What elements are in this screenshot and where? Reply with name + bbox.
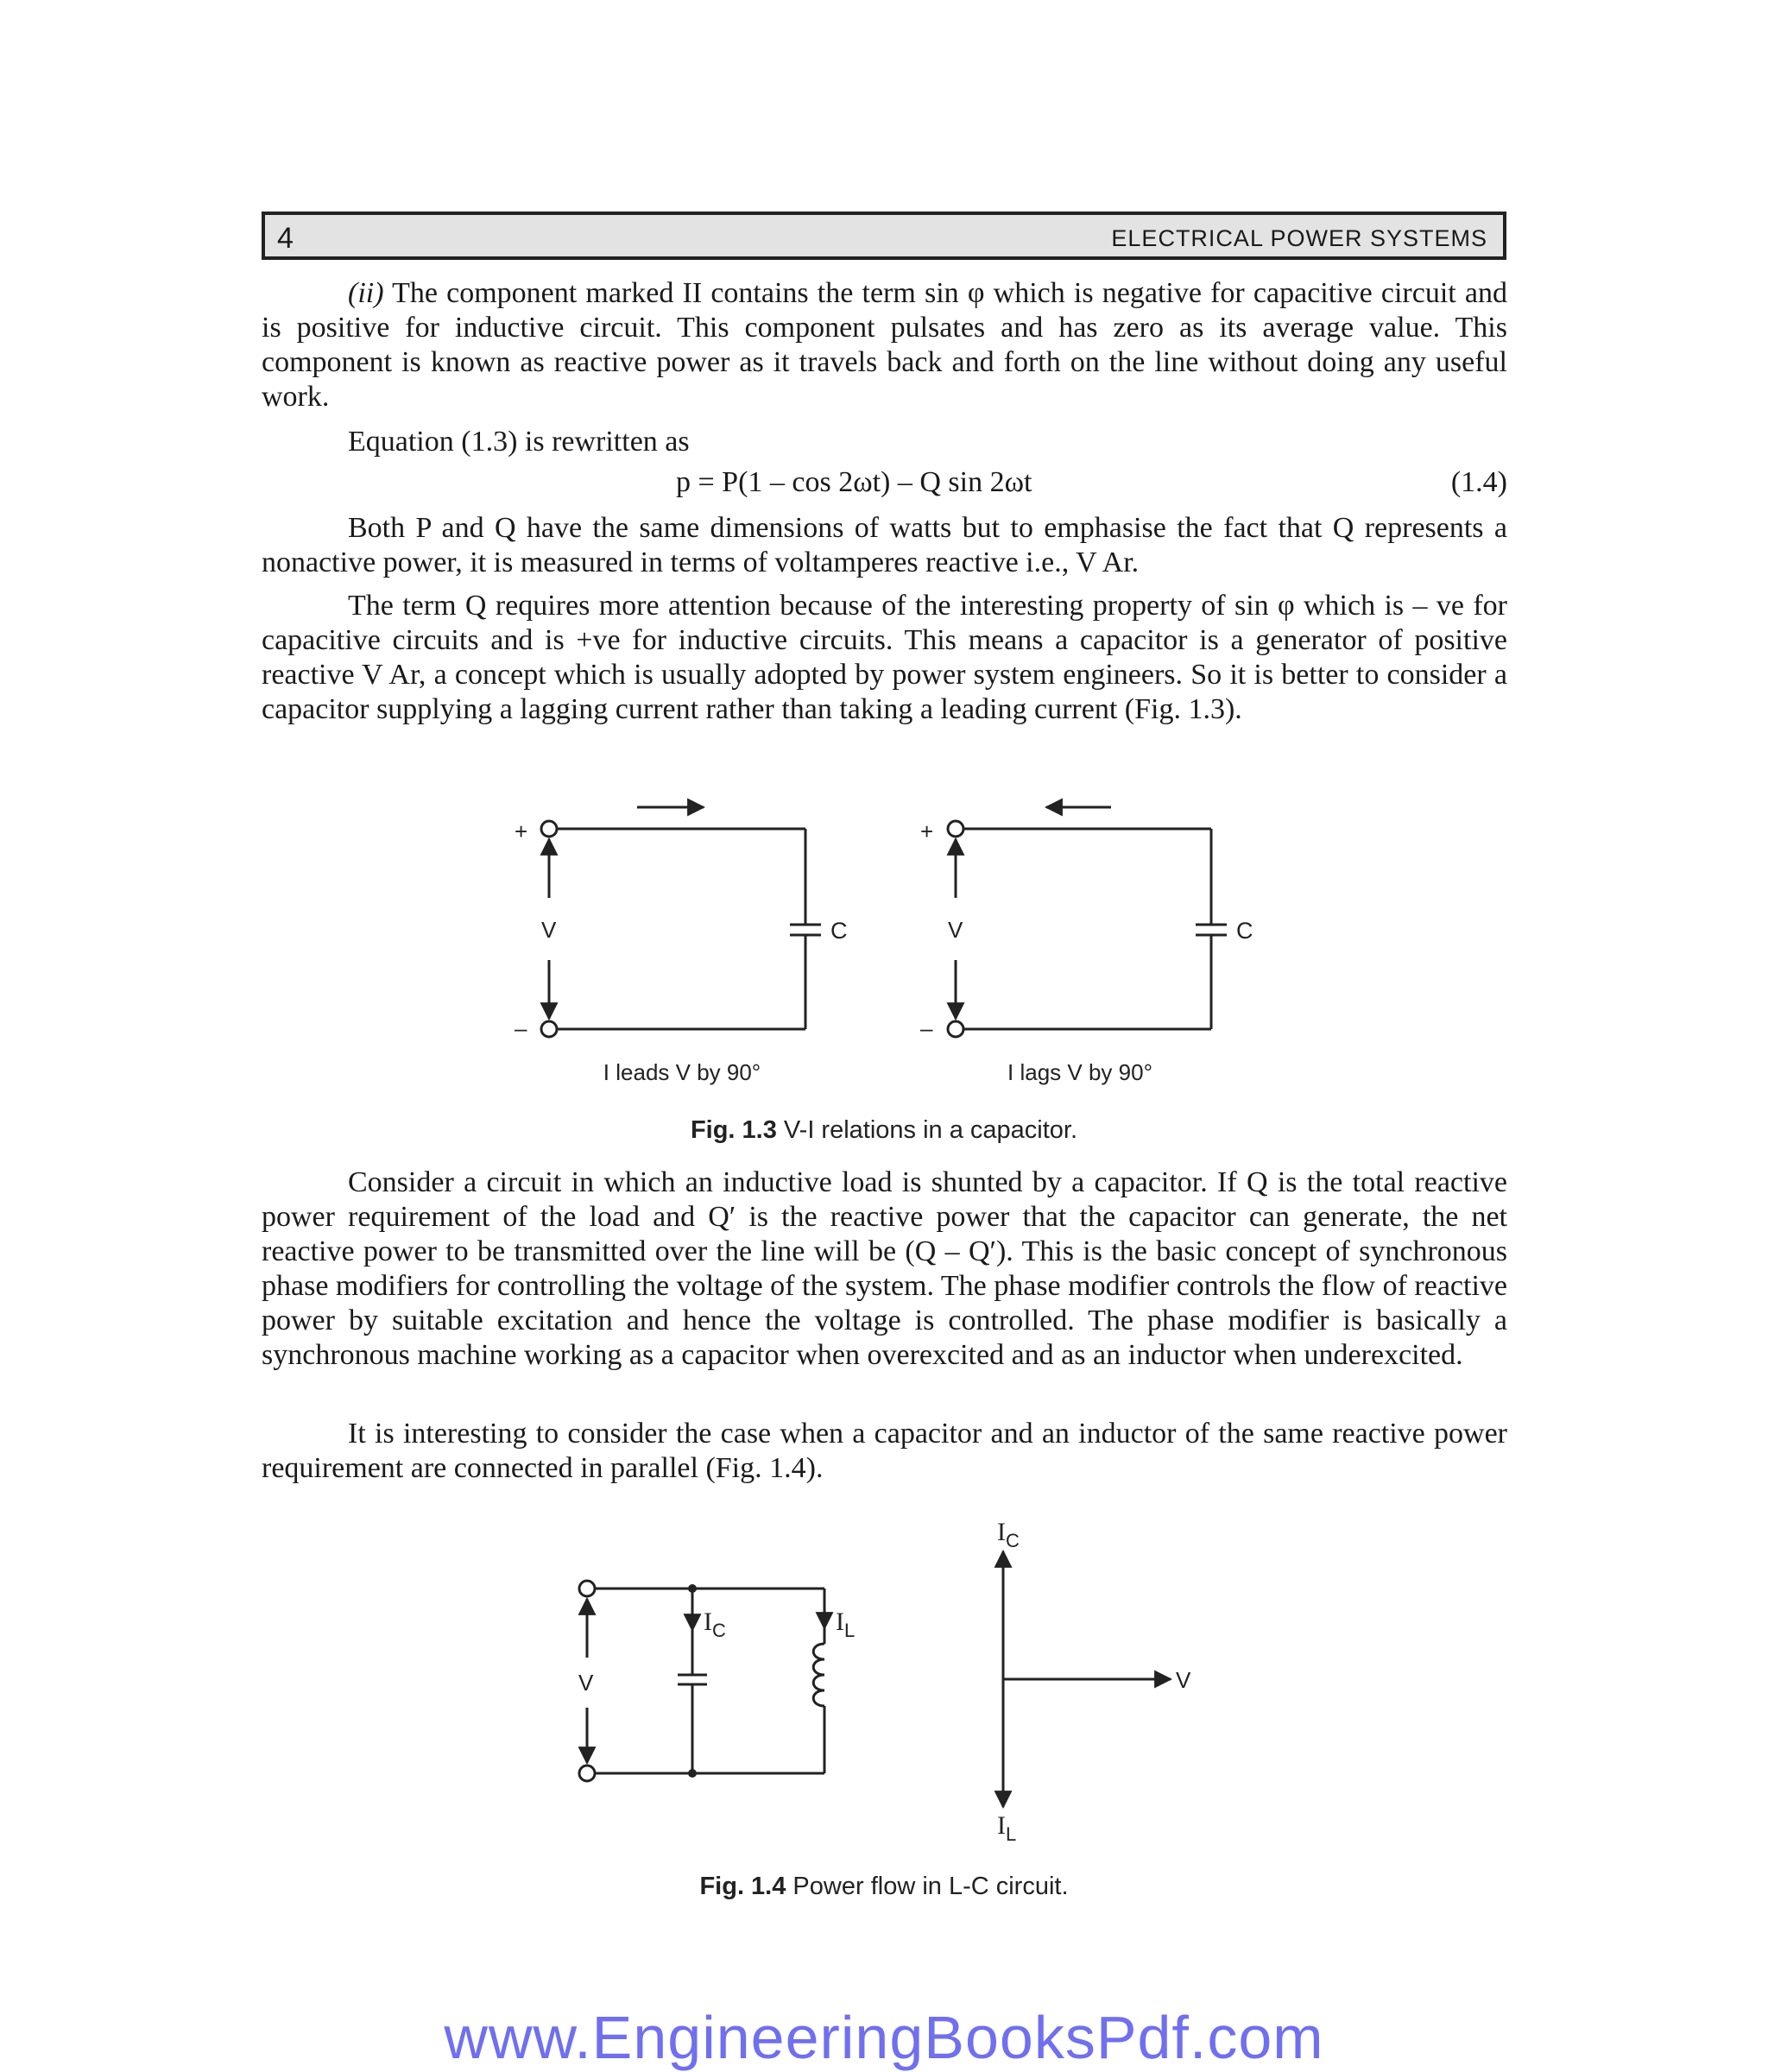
junction-dot xyxy=(688,1584,697,1593)
minus-sign: – xyxy=(515,1015,527,1041)
lc-circuit xyxy=(579,1581,824,1781)
capacitor-label: C xyxy=(1236,918,1253,944)
paragraph-lc-intro: It is interesting to consider the case when a capacitor and an inductor of the same reactive power requirement are connected in parallel (Fig. 1.4). xyxy=(262,1418,1507,1484)
plus-sign: + xyxy=(515,818,528,844)
figure-1-4-caption xyxy=(0,1873,1768,1901)
figure-number: Fig. 1.3 xyxy=(690,1116,777,1144)
plus-sign: + xyxy=(920,818,934,844)
paragraph-capacitor-generator: The term Q requires more attention because of the interesting property of sin φ which is – ve for capacitive circuits and is +ve for inductive circuits. This means a capacitor is a generator of positive reactive V Ar, a concept which is usually adopted by power system engineers. So it is better to consider a capacitor supplying a lagging current rather than taking a leading current (Fig. 1.3). xyxy=(262,590,1507,725)
inductor-coil xyxy=(813,1644,824,1706)
voltage-label: V xyxy=(578,1670,594,1696)
v-phasor-label: V xyxy=(1176,1667,1191,1693)
ic-phasor-label: $I_C$ xyxy=(997,1518,1020,1551)
figure-caption-text: Power flow in L-C circuit. xyxy=(786,1873,1069,1900)
phasor-diagram xyxy=(1003,1551,1171,1807)
book-title: ELECTRICAL POWER SYSTEMS xyxy=(1111,225,1487,251)
ic-label: $I_C$ xyxy=(704,1608,726,1641)
figure-number: Fig. 1.4 xyxy=(699,1873,786,1900)
paragraph-units: Both P and Q have the same dimensions of watts but to emphasise the fact that Q represents a nonactive power, it is measured in terms of voltamperes reactive i.e., V Ar. xyxy=(262,512,1507,578)
paragraph-phase-modifier: Consider a circuit in which an inductive load is shunted by a capacitor. If Q is the total reactive power requirement of the load and Q′ is the reactive power that the capacitor can generate, the net reactive power to be transmitted over the line will be (Q – Q′). This is the basic concept of synchronous phase modifiers for controlling the voltage of the system. The phase modifier controls the flow of reactive power by suitable excitation and hence the voltage is controlled. The phase modifier is basically a synchronous machine working as a capacitor when overexcited and as an inductor when underexcited. xyxy=(262,1166,1508,1371)
leading-caption: I leads V by 90° xyxy=(603,1059,761,1085)
il-label: $I_L$ xyxy=(836,1608,856,1641)
voltage-label: V xyxy=(541,917,557,943)
capacitor-label: C xyxy=(830,918,848,944)
paragraph-text: The component marked II contains the term sin φ which is negative for capacitive circuit and is positive for inductive circuit. This component pulsates and has zero as its average value. This component is known as reactive power as it travels back and forth on the line without doing any useful work. xyxy=(262,277,1507,413)
item-label: (ii) xyxy=(348,277,384,309)
equation-number: (1.4) xyxy=(1450,466,1507,498)
terminal-top xyxy=(579,1581,595,1596)
equation-expression: p = P(1 – cos 2ωt) – Q sin 2ωt xyxy=(676,466,1032,498)
minus-sign: – xyxy=(920,1015,933,1041)
paragraph-equation-intro: Equation (1.3) is rewritten as xyxy=(348,426,690,458)
watermark-url: www.EngineeringBooksPdf.com xyxy=(444,2004,1324,2071)
junction-dot xyxy=(688,1769,697,1778)
il-phasor-label: $I_L$ xyxy=(997,1811,1017,1845)
lagging-caption: I lags V by 90° xyxy=(1007,1059,1152,1085)
figure-caption-text: V-I relations in a capacitor. xyxy=(776,1116,1078,1144)
voltage-label: V xyxy=(948,917,963,943)
page-number: 4 xyxy=(277,222,294,255)
terminal-bottom xyxy=(579,1766,595,1781)
